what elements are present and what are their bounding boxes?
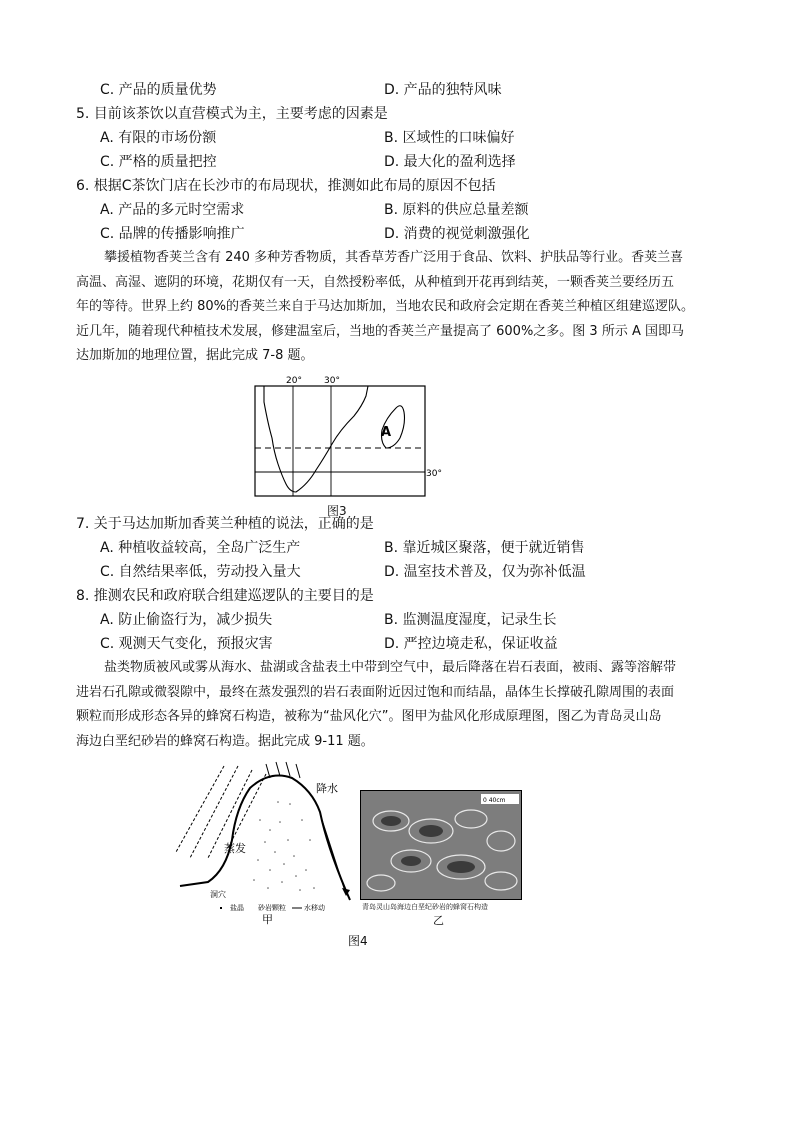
q7-stem: 7. 关于马达加斯加香荚兰种植的说法，正确的是 bbox=[76, 516, 374, 532]
figure-3-caption: 图3 bbox=[327, 504, 347, 518]
figure-4-yi-photo bbox=[360, 790, 522, 900]
q8-option-c: C. 观测天气变化，预报灾害 bbox=[100, 636, 273, 652]
q6-option-d: D. 消费的视觉刺激强化 bbox=[384, 226, 530, 242]
q5-option-c: C. 严格的质量把控 bbox=[100, 154, 217, 170]
legend-water: 水移动 bbox=[304, 904, 325, 912]
q7-option-b: B. 靠近城区聚落，便于就近销售 bbox=[384, 540, 585, 556]
figure-4-jia-diagram bbox=[170, 760, 360, 925]
q5-option-d: D. 最大化的盈利选择 bbox=[384, 154, 516, 170]
figure-3-map bbox=[250, 372, 450, 518]
q7-option-a: A. 种植收益较高，全岛广泛生产 bbox=[100, 540, 301, 556]
q8-option-b: B. 监测温度湿度，记录生长 bbox=[384, 612, 557, 628]
q8-option-d: D. 严控边境走私，保证收益 bbox=[384, 636, 558, 652]
q6-option-c: C. 品牌的传播影响推广 bbox=[100, 226, 245, 242]
lat-30-label: 30° bbox=[426, 469, 442, 479]
q6-stem: 6. 根据C茶饮门店在长沙市的布局现状，推测如此布局的原因不包括 bbox=[76, 178, 496, 194]
label-yi: 乙 bbox=[433, 914, 444, 927]
legend-salt: 盐晶 bbox=[230, 904, 244, 912]
label-jia: 甲 bbox=[262, 913, 273, 925]
q5-option-b: B. 区域性的口味偏好 bbox=[384, 130, 515, 146]
q4-option-d: D. 产品的独特风味 bbox=[384, 82, 502, 98]
q8-stem: 8. 推测农民和政府联合组建巡逻队的主要目的是 bbox=[76, 588, 374, 604]
q6-option-a: A. 产品的多元时空需求 bbox=[100, 202, 245, 218]
photo-scale-label: 0 40cm bbox=[483, 797, 506, 804]
q4-option-c: C. 产品的质量优势 bbox=[100, 82, 217, 98]
photo-note: 青岛灵山岛海边白垩纪砂岩的蜂窝石构造 bbox=[362, 903, 488, 911]
q8-option-a: A. 防止偷盗行为，减少损失 bbox=[100, 612, 273, 628]
legend-grain: 砂岩颗粒 bbox=[258, 904, 286, 912]
q7-option-c: C. 自然结果率低，劳动投入量大 bbox=[100, 564, 301, 580]
q5-option-a: A. 有限的市场份额 bbox=[100, 130, 217, 146]
passage-vanilla: 攀援植物香荚兰含有 240 多种芳香物质，其香草芳香广泛用于食品、饮料、护肤品等行业。香荚兰喜 高温、高湿、遮阴的环境，花期仅有一天，自然授粉率低，从种植到开花再到结荚，一颗香荚兰要经历五 年的等待。世界上约 80%的香荚兰来自于马达加斯加，当地农民和政府会定期在香荚兰种植区组建巡逻队。 近几年，随着现代种植技术发展，修建温室后，当地的香荚兰产量提高了 600%之多。图 3 所示 A 国即马 达加斯加的地理位置，据此完成 7-8 题。 bbox=[76, 250, 695, 363]
figure-4-caption: 图4 bbox=[348, 934, 368, 948]
evaporation-label: 蒸发 bbox=[224, 842, 246, 855]
q5-stem: 5. 目前该茶饮以直营模式为主，主要考虑的因素是 bbox=[76, 106, 388, 122]
country-a-label: A bbox=[381, 425, 392, 440]
passage-salt-weathering: 盐类物质被风或雾从海水、盐湖或含盐表土中带到空气中，最后降落在岩石表面，被雨、露等溶解带 进岩石孔隙或微裂隙中，最终在蒸发强烈的岩石表面附近因过饱和而结晶，晶体生长撑破孔隙周围的表面 颗粒而形成形态各异的蜂窝石构造，被称为“盐风化穴”。图甲为盐风化形成原理图，图乙为青岛灵山岛 海边白垩纪砂岩的蜂窝石构造。据此完成 9-11 题。 bbox=[76, 660, 677, 749]
q7-option-d: D. 温室技术普及，仅为弥补低温 bbox=[384, 564, 586, 580]
lon-30-label: 30° bbox=[324, 376, 340, 386]
cave-label: 洞穴 bbox=[210, 890, 226, 899]
lon-20-label: 20° bbox=[286, 376, 302, 386]
rain-label: 降水 bbox=[316, 782, 338, 795]
q6-option-b: B. 原料的供应总量差额 bbox=[384, 202, 529, 218]
